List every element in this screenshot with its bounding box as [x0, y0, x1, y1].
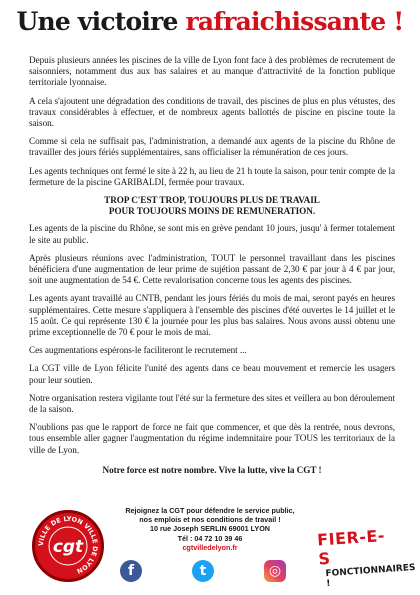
paragraph-5: Les agents de la piscine du Rhône, se sont mis en grève pendant 10 jours, jusqu' à fermer totalement le site au public. [29, 223, 395, 245]
contact-block [118, 506, 302, 552]
facebook-glyph: f [127, 563, 135, 579]
slogan [29, 195, 395, 217]
fier-line-2: FONCTIONNAIRES ! [325, 562, 416, 590]
fier-fonctionnaires-logo [316, 525, 416, 590]
logo-ring-text: VILLE DE LYON VILLE DE LYON [36, 514, 100, 576]
slogan-line-2: POUR TOUJOURS MOINS DE REMUNERATION. [108, 206, 316, 217]
website-link[interactable]: cgtvilledelyon.fr [182, 542, 238, 552]
paragraph-11: N'oublions pas que le rapport de force ne fait que commencer, et que dès la rentrée, nous devrons, tous ensemble aller gagner l'augmentation du régime indemnitaire pour TOUS les territoriaux de la ville de Lyon. [29, 422, 395, 455]
slogan-line-1: TROP C'EST TROP, TOUJOURS PLUS DE TRAVAIL [104, 195, 320, 206]
cgt-logo [32, 510, 104, 582]
contact-line-2: nos emplois et nos conditions de travail ! [139, 515, 281, 525]
contact-line-1: Rejoignez la CGT pour défendre le service public, [125, 506, 295, 515]
paragraph-3: Comme si cela ne suffisait pas, l'administration, a demandé aux agents de la piscine du Rhône de travailler des jours fériés supplémentaires, sans officialiser la rémunération de ces jours. [29, 136, 395, 158]
page-title [0, 6, 420, 38]
closing-slogan: Notre force est notre nombre. Vive la lutte, vive la CGT ! [102, 464, 322, 475]
facebook-icon[interactable] [120, 560, 142, 582]
logo-cgt-text: cgt [52, 537, 84, 557]
paragraph-10: Notre organisation restera vigilante tout l'été sur la fermeture des sites et veillera au bon déroulement de la saison. [29, 392, 395, 415]
paragraph-6: Après plusieurs réunions avec l'administration, TOUT le personnel travaillant dans les piscines bénéficiera d'une augmentation de leur prime de sujétion passant de 2,30 € par jour à 4 € par jour, soit une augmentation de 54 €. Cette revalorisation concerne tous les agents des piscines. [29, 252, 395, 286]
contact-address: 10 rue Joseph SERLIN 69001 LYON [150, 524, 270, 534]
footer [0, 500, 420, 595]
title-part-red: rafraichissante ! [185, 7, 404, 36]
paragraph-4: Les agents techniques ont fermé le site à 22 h, au lieu de 21 h toute la saison, pour tenir compte de la fermeture de la piscine GARIBALDI, fermée pour travaux. [29, 165, 395, 187]
title-part-black: Une victoire [16, 7, 186, 36]
twitter-glyph: t [199, 563, 207, 579]
contact-phone: Tél : 04 72 10 39 46 [177, 533, 243, 543]
fier-line-1: FIER-E-S [316, 525, 386, 569]
instagram-glyph: ◎ [268, 563, 282, 579]
paragraph-8: Ces augmentations espérons-le faciliteront le recrutement ... [29, 345, 247, 356]
paragraph-7: Les agents ayant travaillé au CNTB, pendant les jours fériés du mois de mai, seront payés en heures supplémentaires. Cette mesure s'appliquera à l'ensemble des piscines d'été ouvertes le 14 juillet et le 15 août. Ce qui représente 130 € la journée pour les plus bas salaires. Nous avons aussi obtenu une prime exceptionnelle de 70 € pour le mois de mai. [29, 293, 395, 338]
instagram-icon[interactable] [264, 560, 286, 582]
paragraph-2: A cela s'ajoutent une dégradation des conditions de travail, des piscines de plus en plus vétustes, des travaux considérables à effectuer, et de nombreux agents ballottés de piscine en piscine toute la saison. [29, 95, 395, 129]
paragraph-9: La CGT ville de Lyon félicite l'unité des agents dans ce beau mouvement et remercie les usagers pour leur soutien. [29, 363, 395, 385]
paragraph-1: Depuis plusieurs années les piscines de la ville de Lyon font face à des problèmes de recrutement de saisonniers, notamment dus aux bas salaires et au manque d'attractivité de la fonction publique territoriale lyonnaise. [29, 55, 395, 88]
article-body [29, 55, 395, 483]
twitter-icon[interactable] [192, 560, 214, 582]
